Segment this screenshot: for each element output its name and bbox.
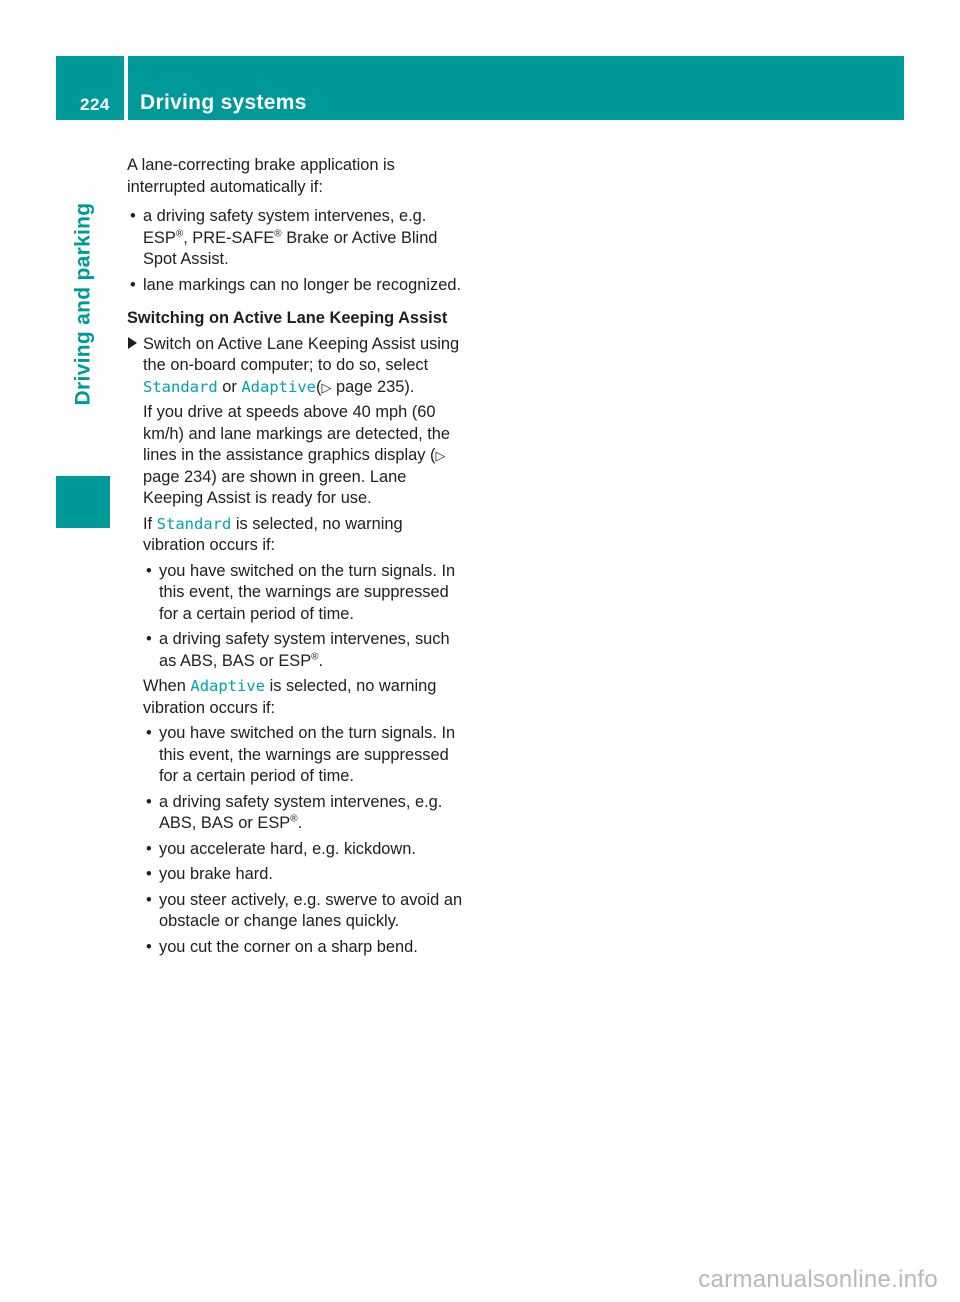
text: ( [316,377,322,396]
standard-list [143,561,467,673]
step-arrow-icon [128,337,137,349]
menu-item-adaptive: Adaptive [241,377,316,396]
list-item: • you have switched on the turn signals. In this event, the warnings are suppressed for a certain period of time. [143,723,467,788]
menu-item-standard: Standard [143,377,218,396]
text: Brake or Active Blind Spot Assist. [143,228,438,268]
text: is selected, no warning vibration occurs if: [143,514,403,554]
side-tab-label: Driving and parking [71,202,94,406]
list-item: • you cut the corner on a sharp bend. [143,937,467,959]
speed-note [143,402,467,510]
text: is selected, no warning vibration occurs if: [143,677,437,717]
text: a driving safety system intervenes, such as ABS, BAS or ESP [159,630,450,670]
menu-item-standard: Standard [156,514,232,533]
page-ref-arrow-icon: ▷ [435,448,446,463]
text: . [318,651,324,670]
text: a driving safety system intervenes, e.g. ESP [143,207,427,247]
registered-mark: ® [290,813,298,825]
header-divider [124,56,128,120]
text: a driving safety system intervenes, e.g. ABS, BAS or ESP [159,792,443,832]
page-ref-arrow-icon: ▷ [321,379,332,395]
text: , PRE-SAFE [183,228,275,247]
page-number: 224 [80,95,110,114]
section-heading: Switching on Active Lane Keeping Assist [127,309,448,327]
list-item: • you have switched on the turn signals. In this event, the warnings are suppressed for a certain period of time. [143,561,467,626]
watermark: carmanualsonline.info [698,1266,938,1293]
instruction-step [127,334,467,959]
list-item: • lane markings can no longer be recognized. [127,275,467,297]
registered-mark: ® [311,651,319,663]
text: Switch on Active Lane Keeping Assist using the on-board computer; to do so, select [143,334,460,374]
list-item: • you steer actively, e.g. swerve to avoid an obstacle or change lanes quickly. [143,890,467,933]
text: page 234) are shown in green. Lane Keeping Assist is ready for use. [143,467,407,507]
list-item: • you brake hard. [143,864,467,886]
text: If you drive at speeds above 40 mph (60 km/h) and lane markings are detected, the lines in the assistance graphics display ( [143,403,451,464]
text: If [143,514,157,533]
intro-paragraph: A lane-correcting brake application is interrupted automatically if: [127,156,395,196]
section-title: Driving systems [140,91,307,114]
page-content [127,155,467,962]
page-reference: page 235). [331,377,415,396]
text: When [143,677,191,695]
list-item [143,629,467,672]
menu-item-adaptive: Adaptive [190,677,266,695]
standard-note [143,514,467,557]
side-tab [56,120,110,488]
text: . [297,814,303,832]
step-text [143,334,467,399]
text: or [217,377,242,396]
list-item [143,792,467,835]
adaptive-list [143,723,467,958]
registered-mark: ® [175,228,184,240]
list-item [127,206,467,271]
side-tab-block [56,476,110,528]
intro-list [127,206,467,296]
adaptive-note [143,676,467,719]
registered-mark: ® [274,228,282,240]
list-item: • you accelerate hard, e.g. kickdown. [143,839,467,861]
